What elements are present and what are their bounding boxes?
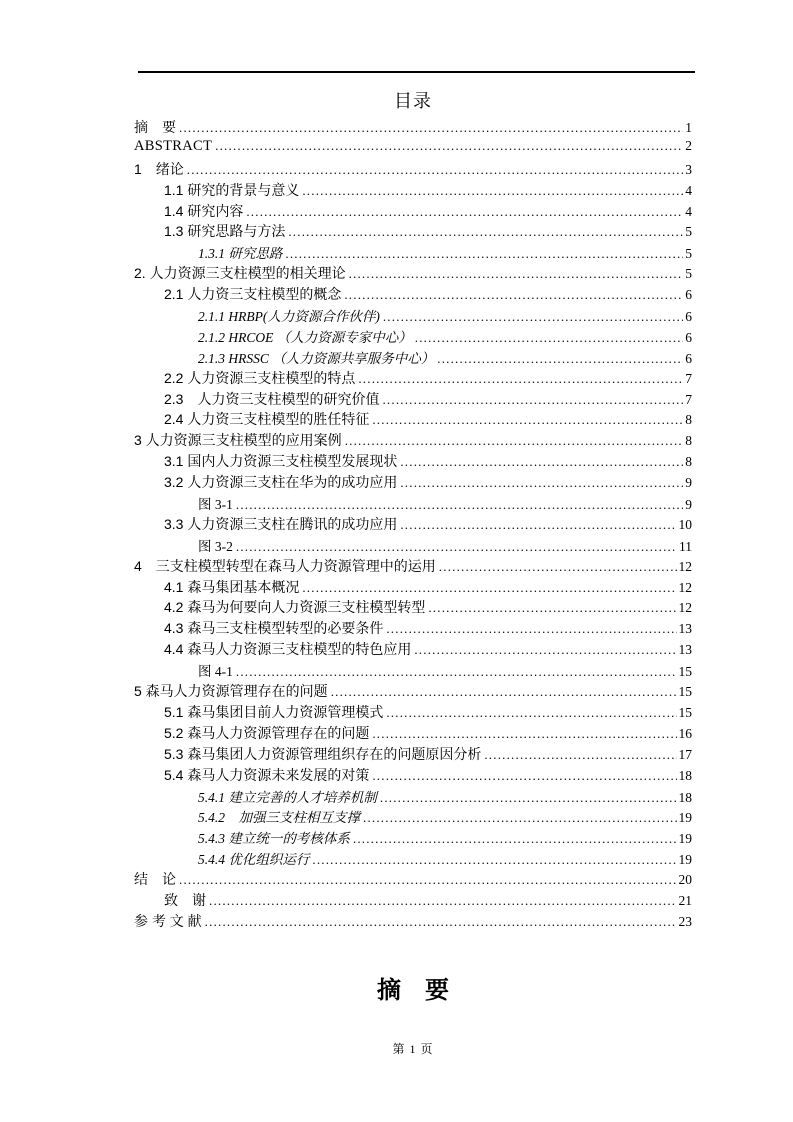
toc-entry[interactable] [134, 430, 692, 451]
toc-entry-page: 10 [678, 516, 692, 532]
toc-entry-page: 6 [685, 350, 692, 366]
toc-entry-label: 5.1 森马集团目前人力资源管理模式 [164, 703, 384, 720]
toc-entry[interactable] [134, 493, 692, 514]
toc-entry-page: 4 [685, 182, 692, 198]
toc-dot-leader [344, 287, 683, 303]
toc-entry[interactable] [134, 326, 692, 347]
toc-dot-leader [383, 309, 683, 325]
toc-entry[interactable] [134, 597, 692, 618]
toc-entry[interactable] [134, 347, 692, 368]
toc-entry[interactable] [134, 159, 692, 180]
toc-entry-label: 5.4.4 优化组织运行 [198, 852, 310, 868]
toc-entry-label: 4.3 森马三支柱模型转型的必要条件 [164, 620, 384, 637]
toc-dot-leader [236, 664, 677, 680]
toc-entry[interactable] [134, 911, 692, 932]
toc-entry-page: 18 [678, 767, 692, 783]
toc-entry-page: 21 [678, 892, 692, 908]
toc-entry-page: 12 [678, 558, 692, 574]
toc-entry-label: 4.1 森马集团基本概况 [164, 578, 300, 595]
toc-entry[interactable] [134, 221, 692, 242]
toc-dot-leader [285, 246, 683, 262]
toc-entry-page: 19 [678, 831, 692, 847]
toc-entry-page: 7 [685, 370, 692, 386]
toc-dot-leader [345, 433, 684, 449]
toc-entry-page: 19 [678, 852, 692, 868]
toc-entry[interactable] [134, 117, 692, 138]
toc-entry-label: 5.4 森马人力资源未来发展的对策 [164, 766, 370, 783]
toc-entry[interactable] [134, 827, 692, 848]
toc-entry-label: 2.1 人力资三支柱模型的概念 [164, 286, 342, 303]
toc-entry-page: 3 [685, 161, 692, 177]
toc-entry[interactable] [134, 180, 692, 201]
toc-entry[interactable] [134, 556, 692, 577]
toc-dot-leader [400, 454, 683, 470]
toc-dot-leader [215, 138, 683, 154]
toc-entry[interactable] [134, 409, 692, 430]
toc-dot-leader [484, 747, 676, 763]
toc-entry-page: 6 [685, 309, 692, 325]
toc-entry[interactable] [134, 806, 692, 827]
toc-entry-label: 5.4.3 建立统一的考核体系 [198, 831, 350, 847]
toc-entry-label: 2.1.2 HRCOE （人力资源专家中心） [198, 329, 412, 345]
toc-entry-page: 16 [678, 725, 692, 741]
toc-entry-label: 3.3 人力资源三支柱在腾讯的成功应用 [164, 515, 398, 532]
toc-dot-leader [400, 517, 676, 533]
toc-entry[interactable] [134, 535, 692, 556]
toc-entry-label: 3.1 国内人力资源三支柱模型发展现状 [164, 453, 398, 470]
toc-entry-page: 9 [685, 497, 692, 513]
toc-entry-label: ABSTRACT [134, 137, 213, 154]
toc-dot-leader [414, 642, 676, 658]
toc-entry-label: 2. 人力资源三支柱模型的相关理论 [134, 265, 346, 282]
toc-entry-label: 2.1.3 HRSSC （人力资源共享服务中心） [198, 350, 435, 366]
toc-entry[interactable] [134, 472, 692, 493]
toc-dot-leader [349, 266, 684, 282]
toc-entry-page: 18 [678, 789, 692, 805]
page-number-footer: 第 1 页 [392, 1042, 434, 1056]
toc-entry[interactable] [134, 890, 692, 911]
toc-entry-label: 致 谢 [164, 891, 206, 908]
toc-entry-label: 5.3 森马集团人力资源管理组织存在的问题原因分析 [164, 745, 482, 762]
toc-dot-leader [288, 224, 683, 240]
toc-entry-label: 3.2 人力资源三支柱在华为的成功应用 [164, 474, 398, 491]
toc-entry-label: 4.4 森马人力资源三支柱模型的特色应用 [164, 641, 412, 658]
toc-entry-page: 8 [685, 412, 692, 428]
toc-entry[interactable] [134, 577, 692, 598]
toc-entry-label: 2.2 人力资源三支柱模型的特点 [164, 369, 356, 386]
toc-entry[interactable] [134, 389, 692, 410]
toc-entry-page: 11 [679, 538, 692, 554]
toc-dot-leader [386, 621, 676, 637]
toc-dot-leader [437, 351, 683, 367]
toc-dot-leader [312, 852, 676, 868]
toc-dot-leader [179, 120, 683, 136]
toc-entry-page: 4 [685, 203, 692, 219]
toc-entry-page: 5 [685, 224, 692, 240]
abstract-heading: 摘 要 [377, 978, 449, 1004]
toc-dot-leader [187, 162, 683, 178]
toc-list [134, 117, 692, 932]
toc-entry[interactable] [134, 618, 692, 639]
toc-entry[interactable] [134, 514, 692, 535]
toc-entry[interactable] [134, 451, 692, 472]
toc-dot-leader [179, 872, 677, 888]
toc-entry[interactable] [134, 848, 692, 869]
toc-entry-label: 1.3.1 研究思路 [198, 246, 283, 262]
toc-entry-label: 4 三支柱模型转型在森马人力资源管理中的运用 [134, 557, 436, 574]
toc-entry-page: 7 [685, 391, 692, 407]
toc-entry[interactable] [134, 702, 692, 723]
toc-dot-leader [331, 684, 677, 700]
toc-entry-label: 摘 要 [134, 119, 176, 135]
toc-dot-leader [415, 330, 684, 346]
toc-dot-leader [236, 539, 677, 555]
toc-entry-page: 20 [678, 872, 692, 888]
toc-dot-leader [386, 705, 676, 721]
toc-entry-label: 图 3-1 [198, 497, 233, 513]
toc-dot-leader [209, 893, 677, 909]
toc-entry-label: 5.4.1 建立完善的人才培养机制 [198, 789, 377, 805]
toc-entry[interactable] [134, 284, 692, 305]
page-header-rule [138, 71, 695, 73]
toc-entry-page: 6 [685, 287, 692, 303]
toc-dot-leader [428, 600, 676, 616]
toc-entry-page: 5 [685, 246, 692, 262]
toc-entry-page: 12 [678, 600, 692, 616]
toc-entry-label: 1.4 研究内容 [164, 202, 244, 219]
toc-entry[interactable] [134, 242, 692, 263]
toc-entry-label: 2.3 人力资三支柱模型的研究价值 [164, 390, 380, 407]
toc-dot-leader [380, 790, 677, 806]
toc-entry-label: 图 4-1 [198, 664, 233, 680]
toc-entry[interactable] [134, 681, 692, 702]
toc-entry[interactable] [134, 786, 692, 807]
toc-dot-leader [353, 831, 677, 847]
toc-entry[interactable] [134, 723, 692, 744]
toc-entry-page: 5 [685, 266, 692, 282]
toc-dot-leader [400, 475, 683, 491]
toc-entry[interactable] [134, 639, 692, 660]
toc-entry-page: 2 [685, 137, 692, 153]
toc-entry-page: 8 [685, 433, 692, 449]
toc-entry-page: 13 [678, 642, 692, 658]
toc-entry-label: 参 考 文 献 [134, 912, 202, 929]
toc-entry-page: 6 [685, 329, 692, 345]
toc-entry-page: 9 [685, 475, 692, 491]
toc-entry[interactable] [134, 869, 692, 890]
toc-dot-leader [358, 371, 683, 387]
toc-entry[interactable] [134, 138, 692, 159]
toc-entry-page: 15 [678, 684, 692, 700]
toc-entry-page: 1 [685, 120, 692, 135]
toc-entry-label: 5 森马人力资源管理存在的问题 [134, 683, 328, 700]
toc-dot-leader [372, 412, 683, 428]
toc-entry-page: 19 [678, 810, 692, 826]
toc-entry[interactable] [134, 660, 692, 681]
toc-entry-label: 2.1.1 HRBP(人力资源合作伙伴) [198, 309, 380, 325]
toc-dot-leader [439, 559, 677, 575]
toc-dot-leader [302, 580, 676, 596]
toc-entry-label: 5.2 森马人力资源管理存在的问题 [164, 724, 370, 741]
toc-entry-label: 图 3-2 [198, 538, 233, 554]
toc-entry[interactable] [134, 765, 692, 786]
toc-entry-label: 结 论 [134, 871, 176, 888]
toc-entry[interactable] [134, 201, 692, 222]
toc-entry-label: 2.4 人力资三支柱模型的胜任特征 [164, 411, 370, 428]
toc-entry-label: 5.4.2 加强三支柱相互支撑 [198, 810, 360, 826]
toc-entry-label: 4.2 森马为何要向人力资源三支柱模型转型 [164, 599, 426, 616]
toc-dot-leader [302, 183, 683, 199]
toc-entry-page: 8 [685, 454, 692, 470]
toc-entry-page: 17 [678, 746, 692, 762]
toc-entry-page: 15 [678, 704, 692, 720]
toc-entry-page: 13 [678, 621, 692, 637]
toc-entry-page: 23 [678, 913, 692, 929]
toc-entry[interactable] [134, 368, 692, 389]
toc-entry[interactable] [134, 263, 692, 284]
toc-entry-label: 1 绪论 [134, 160, 184, 177]
toc-entry[interactable] [134, 305, 692, 326]
toc-dot-leader [236, 497, 683, 513]
toc-dot-leader [246, 204, 683, 220]
toc-dot-leader [372, 726, 676, 742]
toc-title: 目录 [394, 91, 432, 111]
toc-entry-page: 12 [678, 579, 692, 595]
toc-dot-leader [205, 914, 677, 930]
toc-entry-page: 15 [678, 664, 692, 680]
toc-dot-leader [372, 768, 676, 784]
toc-entry[interactable] [134, 744, 692, 765]
toc-dot-leader [382, 392, 683, 408]
toc-entry-label: 1.3 研究思路与方法 [164, 223, 286, 240]
toc-entry-label: 3 人力资源三支柱模型的应用案例 [134, 432, 342, 449]
toc-dot-leader [363, 810, 677, 826]
toc-entry-label: 1.1 研究的背景与意义 [164, 181, 300, 198]
